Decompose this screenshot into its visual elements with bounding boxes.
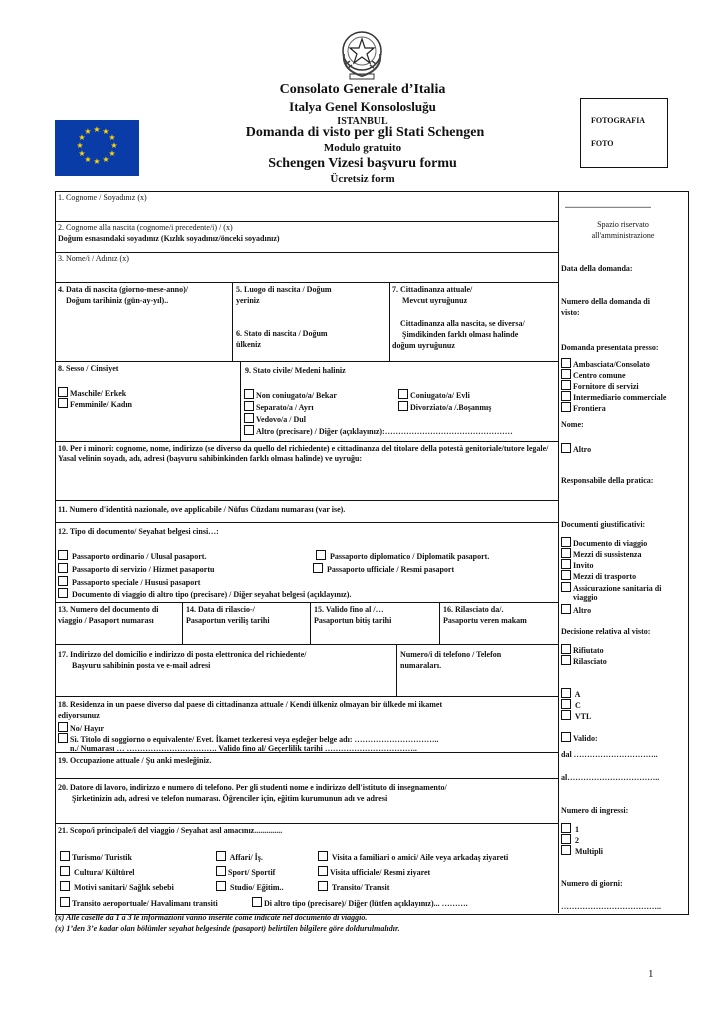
form-subtitle-it: Modulo gratuito [323,142,402,154]
option-official-visit[interactable] [318,866,430,878]
checkbox-residence-yes[interactable] [58,733,68,743]
field-valid-until-tr: Pasaportun bitiş tarihi [314,616,392,625]
option-female[interactable] [58,398,132,410]
admin-intermediary-label: Intermediario commerciale [573,393,667,402]
photo-box [580,98,668,168]
field-phone[interactable]: Numero/i di telefono / Telefon [400,650,502,659]
admin-submitted-at: Domanda presentata presso: [561,343,659,352]
admin-valid-label: Valido: [573,734,598,743]
option-other-document-label: Documento di viaggio di altro tipo (precisare) / Diğer seyahat belgesi (açıklayınız). [72,590,352,599]
field-occupation[interactable]: 19. Occupazione attuale / Şu anki mesleğiniz. [58,756,212,765]
consulate-name-it: Consolato Generale d’Italia [279,82,446,97]
field-document-number[interactable]: 13. Numero del documento di [58,605,159,614]
checkbox-sport[interactable] [216,866,226,876]
option-other-purpose-label: Di altro tipo (precisare)/ Diğer (lütfen açıklayınız)... ………. [264,899,468,908]
admin-doc-insurance-label: Assicurazione sanitaria di [573,584,662,593]
field-issue-date[interactable]: 14. Data di rilascio-/ [186,605,255,614]
option-study[interactable] [216,881,284,893]
admin-issued-label: Rilasciato [573,657,607,666]
checkbox-refused [561,644,571,654]
checkbox-culture[interactable] [60,866,70,876]
option-tourism[interactable] [60,851,132,863]
option-other-status[interactable] [244,425,513,437]
checkbox-separated[interactable] [244,401,254,411]
option-medical[interactable] [60,881,174,893]
field-birth-surname-tr: Doğum esnasındaki soyadınız (Kızlık soyadınız/önceki soyadınız) [58,234,280,243]
admin-service-provider-label: Fornitore di servizi [573,382,639,391]
checkbox-doc-insurance [561,582,571,592]
option-separated[interactable] [244,401,314,413]
option-married[interactable] [398,389,470,401]
eu-flag-icon [55,120,139,176]
svg-text:★: ★ [84,127,92,136]
field-citizenship[interactable]: 7. Cittadinanza attuale/ [392,285,473,294]
checkbox-entries-1 [561,823,571,833]
svg-text:★: ★ [84,155,92,164]
svg-text:★: ★ [93,125,101,134]
option-family-visit[interactable] [318,851,508,863]
checkbox-married[interactable] [398,389,408,399]
field-employer[interactable]: 20. Datore di lavoro, indirizzo e numero di telefono. Per gli studenti nome e indirizzo dell'istituto di insegnamento/ [58,783,447,792]
field-surname[interactable]: 1. Cognome / Soyadınız (x) [58,193,147,202]
checkbox-tourism[interactable] [60,851,70,861]
checkbox-medical[interactable] [60,881,70,891]
option-culture-label: Cultura/ Kültürel [74,868,135,877]
checkbox-official-passport[interactable] [313,563,323,573]
option-ordinary-passport[interactable] [58,550,206,562]
field-civil-status: 9. Stato civile/ Medeni haliniz [245,366,346,375]
option-medical-label: Motivi sanitari/ Sağlık sebebi [74,883,174,892]
field-birth-citizenship[interactable]: Cittadinanza alla nascita, se diversa/ [400,319,525,328]
admin-valid-from: dal ………………………….. [561,750,658,759]
field-guardian[interactable]: 10. Per i minori: cognome, nome, indirizzo (se diverso da quello del richiedente) e cittadinanza del titolare della potestà genitoriale/tutore legale/ Yasal velinin soyadı, adı, adresi (başvuru sahibinkinden farklı olması halinde) ve uyruğu: [58,444,549,463]
admin-decision: Decisione relativa al visto: [561,627,651,636]
field-travel-purpose: 21. Scopo/i principale/i del viaggio / Seyahat asıl amacınız.............. [58,826,283,835]
field-national-id[interactable]: 11. Numero d'identità nazionale, ove applicabile / Nüfus Cüzdanı numarası (var ise). [58,505,346,514]
admin-other [561,443,591,455]
admin-doc-other [561,604,591,616]
form-title-tr: Schengen Vizesi başvuru formu [268,156,457,171]
field-issued-by[interactable]: 16. Rilasciato da/. [443,605,504,614]
admin-valid-to: al…………………………….. [561,773,660,782]
checkbox-doc-other [561,604,571,614]
admin-common-center-label: Centro comune [573,371,626,380]
field-birth-country-tr: ülkeniz [236,340,261,349]
checkbox-widowed[interactable] [244,413,254,423]
field-birth-citizenship-tr: Şimdikinden farklı olması halinde [402,330,519,339]
admin-visa-a-label: A [574,690,581,699]
admin-doc-invite-label: Invito [573,561,594,570]
checkbox-doc-travel [561,537,571,547]
option-female-label: Femminile/ Kadın [70,400,132,409]
admin-days: Numero di giorni: [561,879,623,888]
svg-text:★: ★ [76,141,84,150]
checkbox-airport-transit[interactable] [60,897,70,907]
admin-border [561,402,606,414]
option-family-visit-label: Visita a familiari o amici/ Aile veya arkadaş ziyareti [331,853,509,862]
checkbox-doc-invite [561,559,571,569]
photo-label-tr: FOTO [591,139,614,148]
option-transit-label: Transito/ Transit [331,883,390,892]
option-sport-label: Sport/ Sportif [228,868,276,877]
admin-name: Nome: [561,420,584,429]
admin-entries-multi [561,845,603,857]
option-widowed-label: Vedovo/a / Dul [256,415,306,424]
option-diplomatic-passport[interactable] [316,550,489,562]
option-airport-transit[interactable] [60,897,218,909]
option-transit[interactable] [318,881,389,893]
field-residence-tr: ediyorsunuz [58,711,100,720]
field-first-name[interactable]: 3. Nome/i / Adınız (x) [58,254,129,263]
admin-days-dots: ……………………………….. [561,902,661,911]
option-tourism-label: Turismo/ Turistik [72,853,132,862]
option-divorced[interactable] [398,401,491,413]
field-sex: 8. Sesso / Cinsiyet [58,364,119,373]
checkbox-doc-means [561,548,571,558]
checkbox-common-center [561,369,571,379]
field-phone-tr: numaraları. [400,661,442,670]
form-title-it: Domanda di visto per gli Stati Schengen [245,125,485,140]
field-residence: 18. Residenza in un paese diverso dal paese di cittadinanza attuale / Kendi ülkeniz olmayan bir ülkede mi ikamet [58,700,443,709]
field-issue-date-tr: Pasaportun veriliş tarihi [186,616,270,625]
option-sport[interactable] [216,866,275,878]
option-other-status-label: Altro (precisare) / Diğer (açıklayınız):………………………………………… [256,427,513,436]
admin-title-2: all'amministrazione [591,231,655,240]
svg-text:★: ★ [78,133,86,142]
admin-refused-label: Rifiutato [573,646,604,655]
field-birth-country[interactable]: 6. Stato di nascita / Doğum [236,329,328,338]
form-subtitle-tr: Ücretsiz form [330,173,395,185]
option-special-passport[interactable] [58,576,200,588]
checkbox-entries-multi [561,845,571,855]
checkbox-ordinary-passport[interactable] [58,550,68,560]
checkbox-official-visit[interactable] [318,866,328,876]
admin-doc-means-label: Mezzi di sussistenza [573,550,642,559]
field-birth-surname[interactable]: 2. Cognome alla nascita (cognome/i precedente/i) / (x) [58,223,233,232]
option-business[interactable] [216,851,263,863]
field-valid-until[interactable]: 15. Valido fino al /… [314,605,384,614]
field-permit-number[interactable]: n./ Numarası … ……………………………. Valido fino al/ Geçerlilik tarihi …………………………….. [70,744,417,753]
admin-doc-transport-label: Mezzi di trasporto [573,572,637,581]
svg-text:★: ★ [102,155,110,164]
checkbox-visa-vtl [561,710,571,720]
checkbox-valid [561,732,571,742]
admin-doc-travel-label: Documento di viaggio [573,539,648,548]
field-document-type: 12. Tipo di documento/ Seyahat belgesi cinsi…: [58,527,219,536]
consulate-name-tr: Italya Genel Konsolosluğu [289,99,436,114]
checkbox-border [561,402,571,412]
checkbox-other-status[interactable] [244,425,254,435]
admin-entries-2-label: 2 [575,836,579,845]
option-diplomatic-passport-label: Passaporto diplomatico / Diplomatik pasaport. [330,552,490,561]
field-citizenship-tr: Mevcut uyruğunuz [402,296,468,305]
admin-visa-c-label: C [575,701,581,710]
checkbox-entries-2 [561,834,571,844]
admin-application-number-2: visto: [561,308,580,317]
admin-documents: Documenti giustificativi: [561,520,646,529]
admin-application-date: Data della domanda: [561,264,633,273]
checkbox-special-passport[interactable] [58,576,68,586]
field-issued-by-tr: Pasaportu veren makam [443,616,527,625]
admin-visa-vtl-label: VTL [574,712,592,721]
checkbox-residence-no[interactable] [58,722,68,732]
admin-other-label: Altro [573,445,592,454]
checkbox-business[interactable] [216,851,226,861]
option-separated-label: Separato/a / Ayrı [256,403,314,412]
checkbox-visa-c [561,699,571,709]
admin-doc-insurance-2: viaggio [573,593,598,602]
checkbox-admin-other [561,443,571,453]
field-home-address[interactable]: 17. Indirizzo del domicilio e indirizzo di posta elettronica del richiedente/ [58,650,307,659]
svg-text:★: ★ [108,149,116,158]
admin-border-label: Frontiera [573,404,606,413]
checkbox-service-provider [561,380,571,390]
admin-dots: ........................................... [565,201,651,210]
checkbox-embassy [561,358,571,368]
option-ordinary-passport-label: Passaporto ordinario / Ulusal pasaport. [72,552,207,561]
checkbox-doc-transport [561,570,571,580]
checkbox-study[interactable] [216,881,226,891]
checkbox-other-document[interactable] [58,588,68,598]
admin-entries-multi-label: Multipli [575,847,604,856]
option-other-document[interactable] [58,588,351,600]
field-birth-citizenship-tr2: doğum uyruğunuz [392,341,455,350]
consulate-city: ISTANBUL [337,116,388,127]
checkbox-intermediary [561,391,571,401]
option-male-label: Maschile/ Erkek [70,389,127,398]
checkbox-unmarried[interactable] [244,389,254,399]
checkbox-family-visit[interactable] [318,851,328,861]
admin-doc-transport [561,570,636,582]
checkbox-divorced[interactable] [398,401,408,411]
admin-entries: Numero di ingressi: [561,806,629,815]
admin-embassy-label: Ambasciata/Consolato [573,360,650,369]
svg-text:★: ★ [108,133,116,142]
option-business-label: Affari/ İş. [229,853,263,862]
field-birth-place[interactable]: 5. Luogo di nascita / Doğum [236,285,332,294]
option-official-passport[interactable] [313,563,454,575]
option-service-passport-label: Passaporto di servizio / Hizmet pasaportu [72,565,215,574]
admin-responsible: Responsabile della pratica: [561,476,654,485]
photo-label-it: FOTOGRAFIA [591,116,646,125]
option-special-passport-label: Passaporto speciale / Hususi pasaport [72,578,201,587]
field-birth-place-tr: yeriniz [236,296,260,305]
field-home-address-tr: Başvuru sahibinin posta ve e-mail adresi [72,661,211,670]
page-number: 1 [648,968,654,980]
option-residence-yes-label: Sì. Titolo di soggiorno o equivalente/ Evet. İkamet tezkeresi veya eşdeğer belge adı: ………………………….. [70,735,439,744]
field-employer-tr: Şirketinizin adı, adresi ve telefon numarası. Öğrenciler için, eğitim kurumunun adı ve adresi [72,794,388,803]
option-widowed[interactable] [244,413,306,425]
admin-valid [561,732,598,744]
admin-title-1: Spazio riservato [597,220,649,229]
option-service-passport[interactable] [58,563,214,575]
checkbox-service-passport[interactable] [58,563,68,573]
footnote-it: (x) Alle caselle da 1 a 3 le informazioni vanno inserite come indicate nel documento di viaggio. [55,913,368,922]
admin-visa-vtl [561,710,591,722]
checkbox-other-purpose[interactable] [252,897,262,907]
option-official-visit-label: Visita ufficiale/ Resmi ziyaret [330,868,431,877]
option-married-label: Coniugato/a/ Evli [410,391,470,400]
checkbox-male[interactable] [58,387,68,397]
checkbox-issued [561,655,571,665]
svg-text:★: ★ [78,149,86,158]
option-culture[interactable] [60,866,135,878]
svg-text:★: ★ [93,157,101,166]
option-official-passport-label: Passaporto ufficiale / Resmi pasaport [327,565,455,574]
checkbox-female[interactable] [58,398,68,408]
option-divorced-label: Divorziato/a /.Boşanmış [410,403,492,412]
field-document-number-tr: viaggio / Pasaport numarası [58,616,154,625]
checkbox-visa-a [561,688,571,698]
admin-entries-1-label: 1 [575,825,579,834]
svg-text:★: ★ [102,127,110,136]
admin-doc-other-label: Altro [573,606,592,615]
checkbox-transit[interactable] [318,881,328,891]
admin-issued [561,655,607,667]
option-unmarried-label: Non coniugato/a/ Bekar [256,391,337,400]
italian-republic-emblem [336,24,388,82]
checkbox-diplomatic-passport[interactable] [316,550,326,560]
admin-application-number: Numero della domanda di [561,297,650,306]
svg-text:★: ★ [110,141,118,150]
field-birth-date-tr: Doğum tarihiniz (gün-ay-yıl).. [66,296,169,305]
footnote-tr: (x) 1’den 3’e kadar olan bölümler seyahat belgesinde (pasaport) belirtilen bilgilere göre doldurulmalıdır. [55,924,400,933]
option-airport-transit-label: Transito aeroportuale/ Havalimanı transiti [72,899,218,908]
option-other-purpose[interactable] [252,897,468,909]
field-birth-date[interactable]: 4. Data di nascita (giorno-mese-anno)/ [58,285,188,294]
option-study-label: Studio/ Eğitim.. [230,883,284,892]
option-residence-no-label: No/ Hayır [70,724,104,733]
option-unmarried[interactable] [244,389,337,401]
